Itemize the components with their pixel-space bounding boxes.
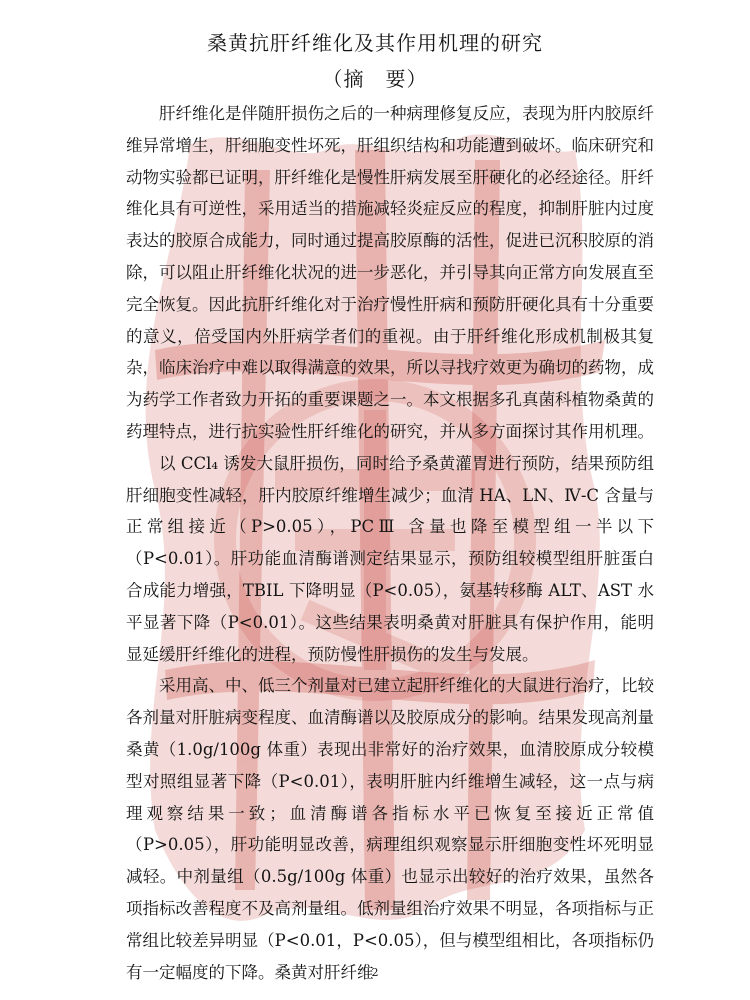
page-number: 2	[371, 966, 379, 979]
abstract-paragraph-3: 采用高、中、低三个剂量对已建立起肝纤维化的大鼠进行治疗，比较各剂量对肝脏病变程度、血清酶谱以及胶原成分的影响。结果发现高剂量桑黄（1.0g/100g 体重）表现出非常好的治疗效果，血清胶原成分较模型对照组显著下降（P<0.01），表明肝脏内纤维增生减轻，这一点与病理观察结果一致；血清酶谱各指标水平已恢复至接近正常值（P>0.05），肝功能明显改善，病理组织观察显示肝细胞变性坏死明显减轻。中剂量组（0.5g/100g 体重）也显示出较好的治疗效果，虽然各项指标改善程度不及高剂量组。低剂量组治疗效果不明显，各项指标与正常组比较差异明显（P<0.01，P<0.05），但与模型组相比，各项指标仍有一定幅度的下降。桑黄对肝纤维	[126, 676, 654, 982]
page-title: 桑黄抗肝纤维化及其作用机理的研究	[207, 31, 543, 55]
abstract-heading: （摘 要）	[322, 67, 428, 91]
abstract-paragraph-1: 肝纤维化是伴随肝损伤之后的一种病理修复反应，表现为肝内胶原纤维异常增生，肝细胞变性坏死，肝组织结构和功能遭到破坏。临床研究和动物实验都已证明，肝纤维化是慢性肝病发展至肝硬化的必经途径。肝纤维化具有可逆性，采用适当的措施减轻炎症反应的程度，抑制肝脏内过度表达的胶原合成能力，同时通过提高胶原酶的活性，促进已沉积胶原的消除，可以阻止肝纤维化状况的进一步恶化，并引导其向正常方向发展直至完全恢复。因此抗肝纤维化对于治疗慢性肝病和预防肝硬化具有十分重要的意义，倍受国内外肝病学者们的重视。由于肝纤维化形成机制极其复杂，临床治疗中难以取得满意的效果，所以寻找疗效更为确切的药物，成为药学工作者致力开拓的重要课题之一。本文根据多孔真菌科植物桑黄的药理特点，进行抗实验性肝纤维化的研究，并从多方面探讨其作用机理。	[126, 104, 654, 441]
abstract-body	[126, 98, 654, 988]
abstract-paragraph-2: 以 CCl₄ 诱发大鼠肝损伤，同时给予桑黄灌胃进行预防，结果预防组肝细胞变性减轻，肝内胶原纤维增生减少；血清 HA、LN、Ⅳ-C 含量与正常组接近（P>0.05），PCⅢ 含量也降至模型组一半以下（P<0.01）。肝功能血清酶谱测定结果显示，预防组较模型组肝脏蛋白合成能力增强，TBIL 下降明显（P<0.05），氨基转移酶 ALT、AST 水平显著下降（P<0.01）。这些结果表明桑黄对肝脏具有保护作用，能明显延缓肝纤维化的进程，预防慢性肝损伤的发生与发展。	[126, 453, 654, 664]
